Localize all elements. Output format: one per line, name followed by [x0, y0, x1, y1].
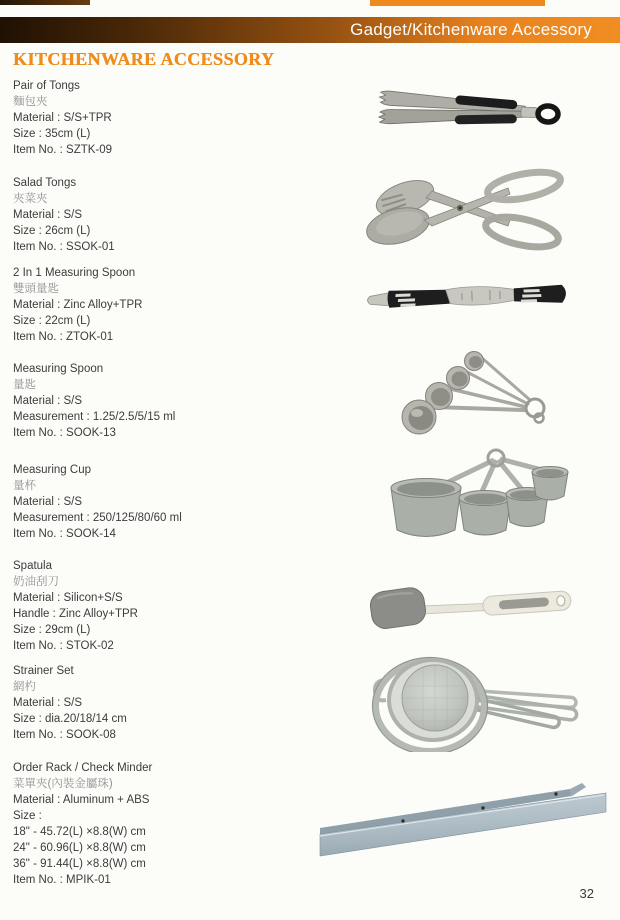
- product-spec-item-no: Item No. : SOOK-13: [13, 427, 116, 439]
- product-spec-size-label: Size :: [13, 810, 42, 822]
- page-number: 32: [579, 886, 594, 901]
- product-spec-size: Size : 22cm (L): [13, 315, 91, 327]
- product-spec-size: Size : 29cm (L): [13, 624, 91, 636]
- product-spec-item-no: Item No. : STOK-02: [13, 640, 114, 652]
- salad-tongs-photo: [360, 166, 570, 259]
- product-title: Pair of Tongs: [13, 80, 80, 92]
- product-spec-material: Material : S/S: [13, 209, 83, 221]
- product-title-chinese: 菜單夾(內裝金屬珠): [13, 778, 113, 790]
- product-title: Measuring Spoon: [13, 363, 104, 375]
- product-spec-material: Material : Aluminum + ABS: [13, 794, 150, 806]
- product-title: Measuring Cup: [13, 464, 91, 476]
- product-spec-size-18: 18" - 45.72(L) ×8.8(W) cm: [13, 826, 146, 838]
- product-card-measuring-cup: [13, 462, 323, 542]
- product-title: Spatula: [13, 560, 53, 572]
- product-spec-size: Size : 35cm (L): [13, 128, 91, 140]
- product-spec-material: Material : S/S+TPR: [13, 112, 112, 124]
- product-spec-size-36: 36" - 91.44(L) ×8.8(W) cm: [13, 858, 146, 870]
- product-card-2in1-measuring-spoon: [13, 265, 323, 345]
- top-right-accent-bar: [370, 0, 545, 6]
- product-spec-material: Material : Silicon+S/S: [13, 592, 123, 604]
- measuring-spoon-set-photo: [398, 344, 553, 444]
- product-title: 2 In 1 Measuring Spoon: [13, 267, 136, 279]
- product-spec-item-no: Item No. : SOOK-08: [13, 729, 116, 741]
- product-title: Salad Tongs: [13, 177, 77, 189]
- product-spec-item-no: Item No. : MPIK-01: [13, 874, 111, 886]
- section-title: KITCHENWARE ACCESSORY: [13, 49, 275, 69]
- product-card-spatula: [13, 558, 323, 654]
- product-card-strainer-set: [13, 663, 323, 743]
- pair-of-tongs-photo: [363, 88, 568, 143]
- product-spec-size: Size : 26cm (L): [13, 225, 91, 237]
- product-spec-measurement: Measurement : 250/125/80/60 ml: [13, 512, 182, 524]
- product-spec-item-no: Item No. : SZTK-09: [13, 144, 113, 156]
- product-spec-size-24: 24" - 60.96(L) ×8.8(W) cm: [13, 842, 146, 854]
- product-card-salad-tongs: [13, 175, 323, 255]
- measuring-cup-set-photo: [378, 446, 570, 553]
- product-spec-material: Material : S/S: [13, 697, 83, 709]
- order-rack-photo: [318, 770, 610, 870]
- product-title: Order Rack / Check Minder: [13, 762, 153, 774]
- product-title-chinese: 量匙: [13, 379, 36, 391]
- product-spec-item-no: Item No. : SOOK-14: [13, 528, 116, 540]
- product-spec-material: Material : S/S: [13, 496, 83, 508]
- product-card-measuring-spoon: [13, 361, 323, 441]
- product-spec-size: Size : dia.20/18/14 cm: [13, 713, 127, 725]
- top-left-accent-bar: [0, 0, 90, 5]
- product-title-chinese: 網杓: [13, 681, 36, 693]
- product-card-order-rack: [13, 760, 323, 888]
- 2-in-1-measuring-spoon-photo: [362, 276, 575, 323]
- product-spec-item-no: Item No. : SSOK-01: [13, 241, 115, 253]
- product-title-chinese: 量杯: [13, 480, 36, 492]
- product-title: Strainer Set: [13, 665, 74, 677]
- page-header-band: [0, 17, 620, 43]
- product-spec-handle: Handle : Zinc Alloy+TPR: [13, 608, 138, 620]
- spatula-photo: [365, 579, 573, 636]
- product-title-chinese: 雙頭量匙: [13, 283, 59, 295]
- product-card-pair-of-tongs: [13, 78, 323, 158]
- header-title: Gadget/Kitchenware Accessory: [350, 20, 592, 39]
- product-title-chinese: 夾菜夾: [13, 193, 48, 205]
- strainer-set-photo: [352, 650, 580, 757]
- product-title-chinese: 麵包夾: [13, 96, 48, 108]
- product-spec-measurement: Measurement : 1.25/2.5/5/15 ml: [13, 411, 176, 423]
- product-spec-item-no: Item No. : ZTOK-01: [13, 331, 114, 343]
- product-title-chinese: 奶油刮刀: [13, 576, 59, 588]
- product-spec-material: Material : S/S: [13, 395, 83, 407]
- product-spec-material: Material : Zinc Alloy+TPR: [13, 299, 143, 311]
